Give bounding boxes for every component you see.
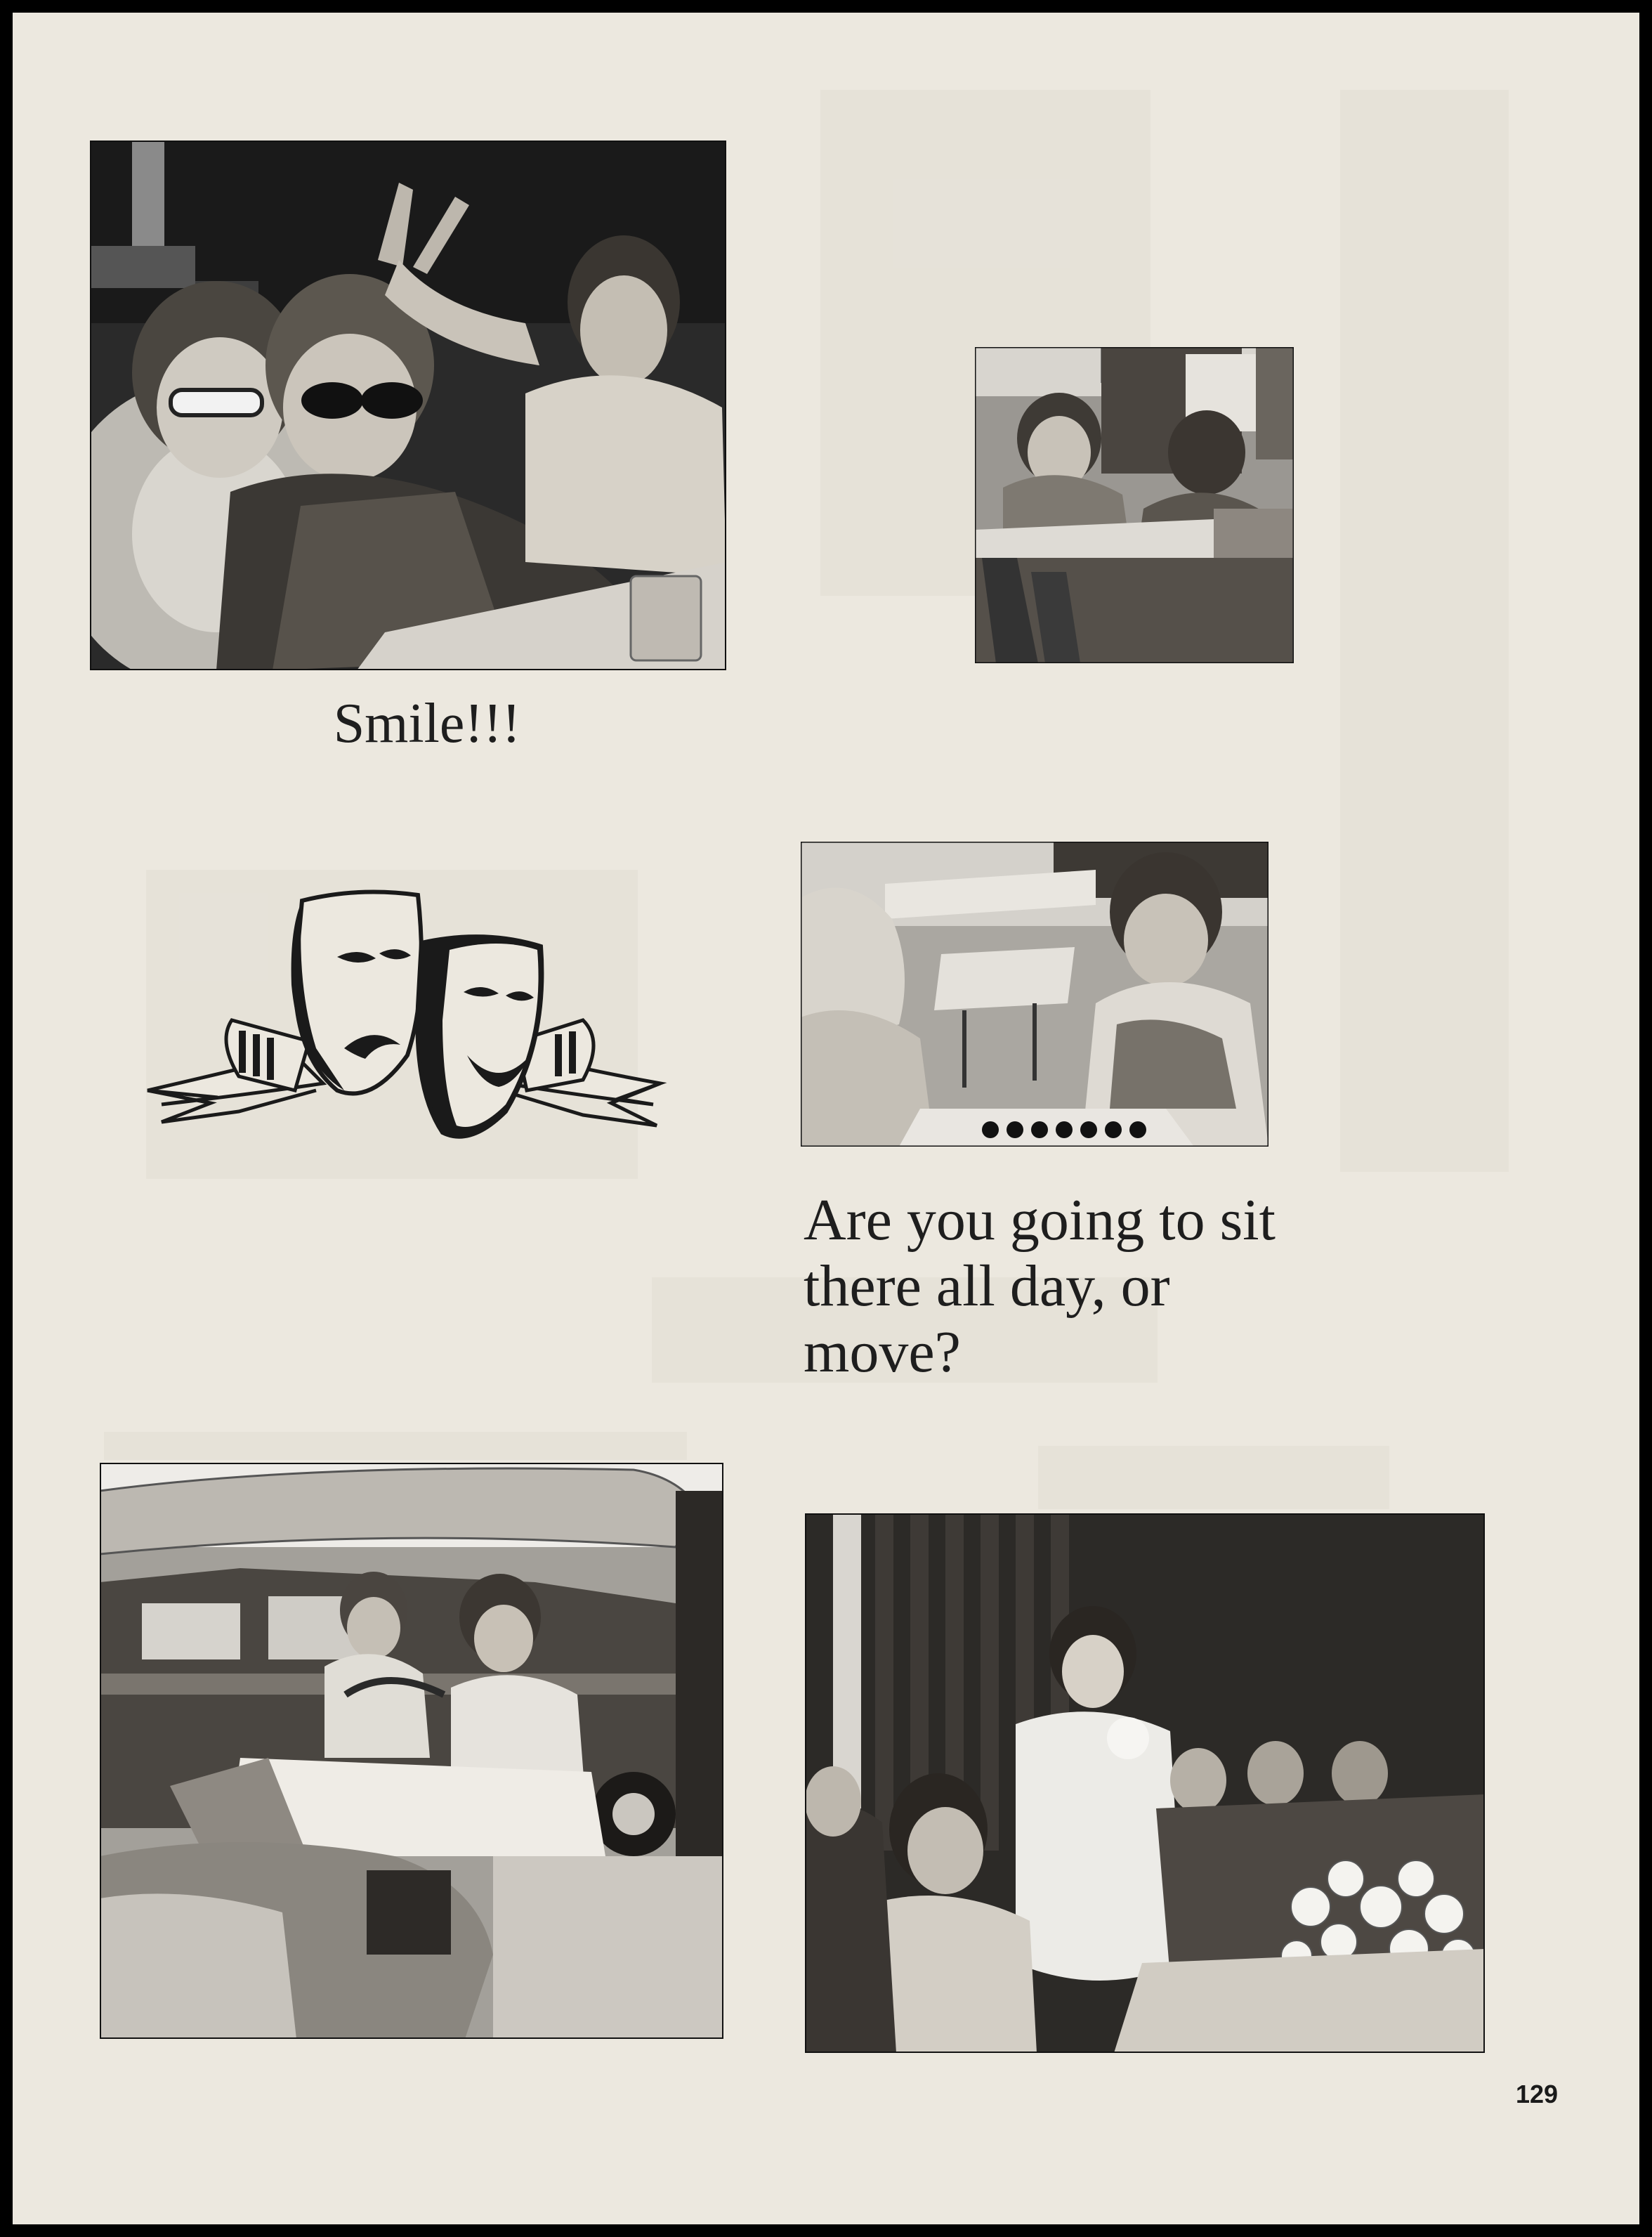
caption-move-question: Are you going to sit there all day, or move? (804, 1187, 1276, 1385)
photo-banquet-image (805, 1513, 1485, 2053)
photo-banquet (805, 1513, 1485, 2053)
photo-checkers-game (801, 842, 1268, 1147)
photo-friends-at-table-image (90, 141, 726, 670)
photo-golf-cart-image (100, 1463, 723, 2039)
photo-golf-cart (100, 1463, 723, 2039)
photo-friends-at-table (90, 141, 726, 670)
drama-masks-icon (133, 880, 674, 1154)
caption-smile: Smile!!! (333, 693, 521, 755)
photo-girls-talking-image (975, 347, 1294, 663)
show-through-shadow (1340, 90, 1509, 1172)
yearbook-page (13, 13, 1639, 2224)
show-through-shadow (1038, 1446, 1389, 1509)
page-number: 129 (1516, 2080, 1559, 2108)
show-through-shadow (104, 1432, 687, 1460)
photo-checkers-game-image (801, 842, 1268, 1147)
photo-girls-talking (975, 347, 1294, 663)
